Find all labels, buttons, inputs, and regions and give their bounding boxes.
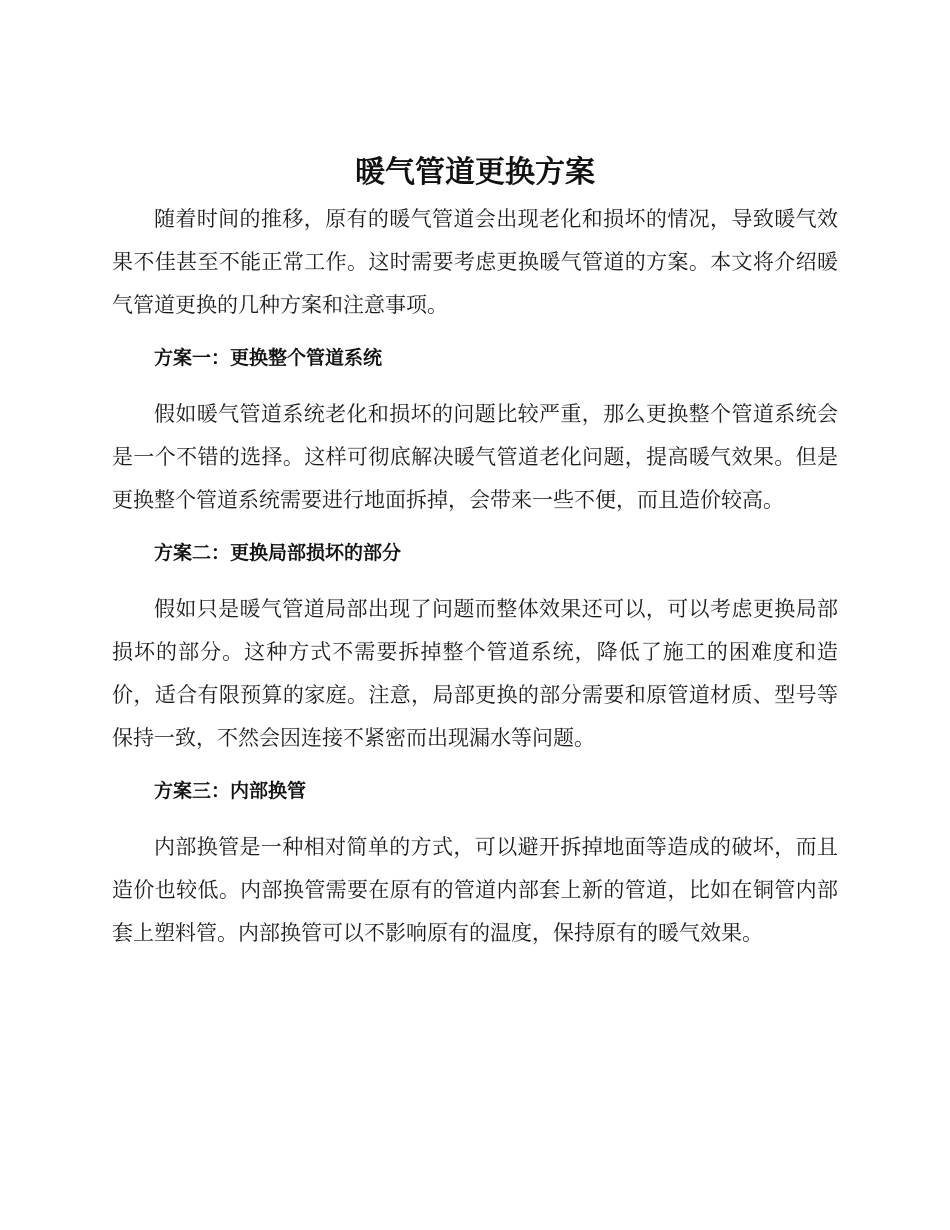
section-body-1: 假如暖气管道系统老化和损坏的问题比较严重，那么更换整个管道系统会是一个不错的选择。这样可彻底解决暖气管道老化问题，提高暖气效果。但是更换整个管道系统需要进行地面拆掉，会带来一些不便，而且造价较高。 [112,402,838,512]
document-content [112,150,838,955]
intro-paragraph: 随着时间的推移，原有的暖气管道会出现老化和损坏的情况，导致暖气效果不佳甚至不能正常工作。这时需要考虑更换暖气管道的方案。本文将介绍暖气管道更换的几种方案和注意事项。 [112,207,838,317]
section-body-3: 内部换管是一种相对简单的方式，可以避开拆掉地面等造成的破坏，而且造价也较低。内部换管需要在原有的管道内部套上新的管道，比如在铜管内部套上塑料管。内部换管可以不影响原有的温度，保持原有的暖气效果。 [112,835,838,945]
section-heading-3: 方案三：内部换管 [154,780,307,802]
document-title: 暖气管道更换方案 [355,155,595,190]
section-heading-2: 方案二：更换局部损坏的部分 [154,542,402,564]
section-body-2: 假如只是暖气管道局部出现了问题而整体效果还可以，可以考虑更换局部损坏的部分。这种方式不需要拆掉整个管道系统，降低了施工的困难度和造价，适合有限预算的家庭。注意，局部更换的部分需要和原管道材质、型号等保持一致，不然会因连接不紧密而出现漏水等问题。 [112,597,838,750]
section-heading-1: 方案一：更换整个管道系统 [154,347,383,369]
